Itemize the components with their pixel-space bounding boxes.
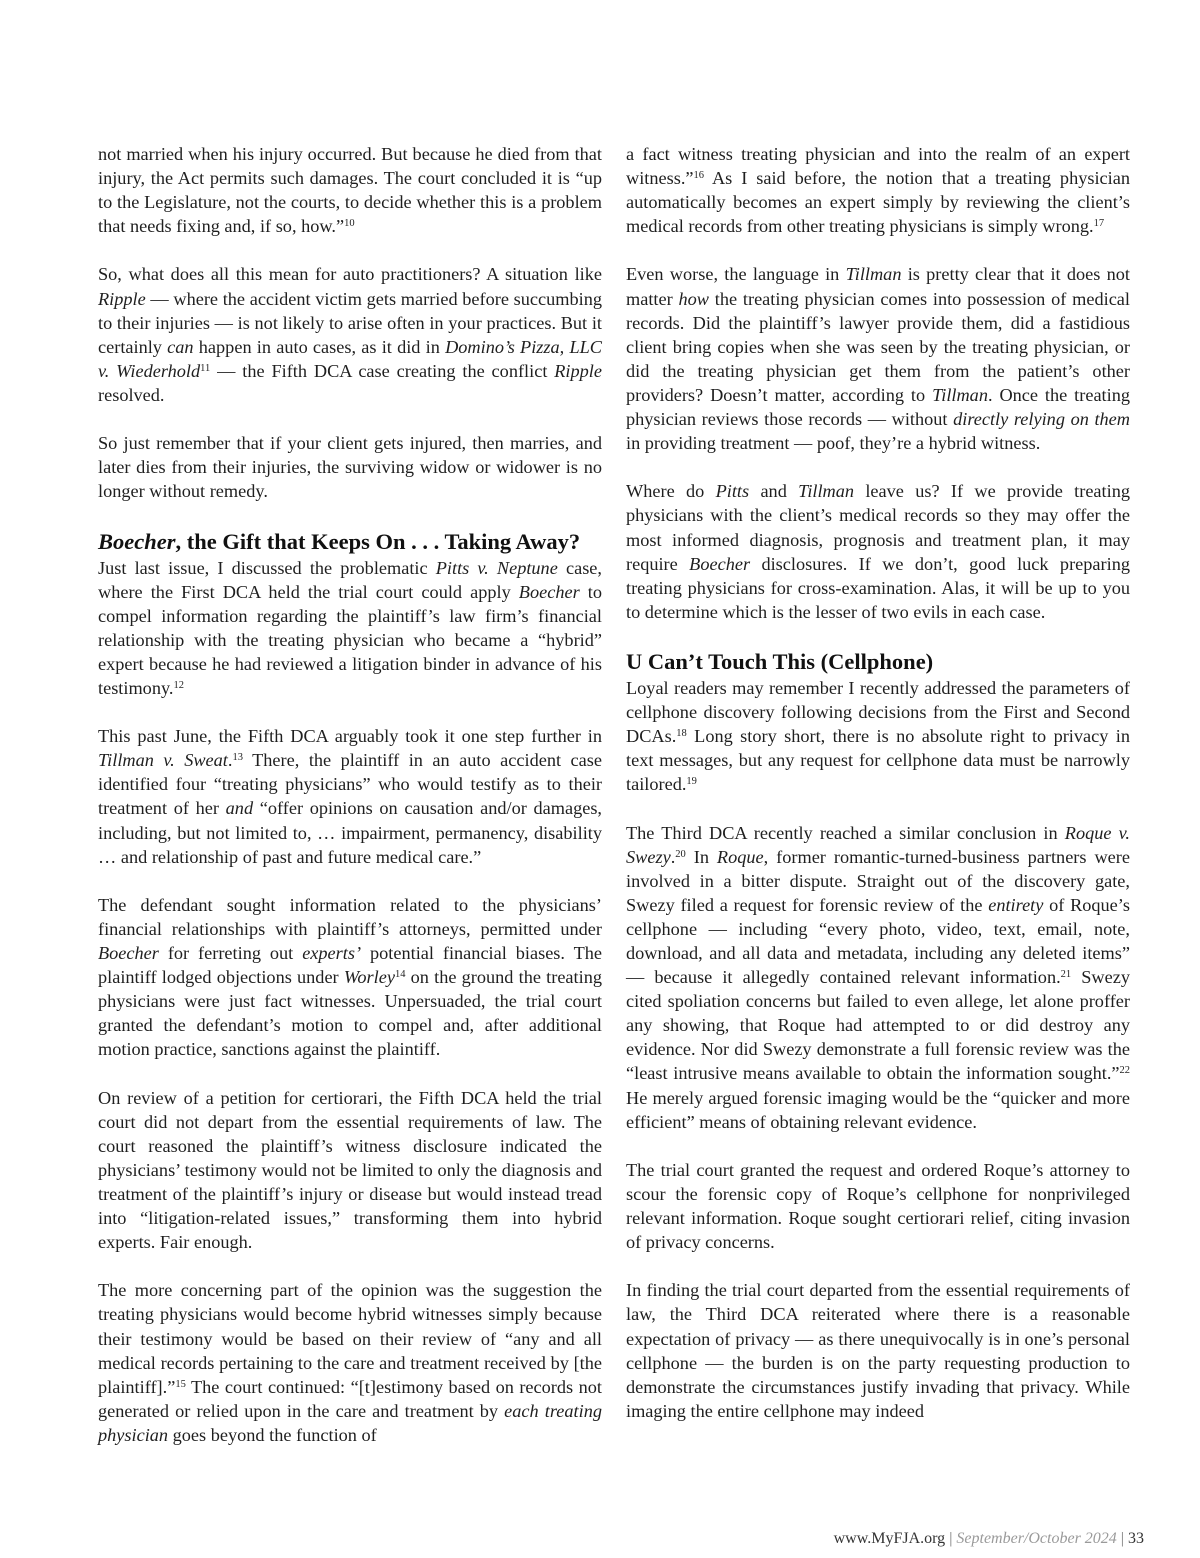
right-paragraph-3: Where do Pitts and Tillman leave us? If we provide treating physicians with the client’s medical records so they may offer the most informed diagnosis, prognosis and treatment plan, it may require Boecher disclosures. If we don’t, good luck preparing treating physicians for cross-examination. Alas, it will be up to you to determine which is the lesser of two evils in each case. — [626, 481, 1130, 622]
left-paragraph-8: The more concerning part of the opinion was the suggestion the treating physicians would become hybrid witnesses simply because their testimony would be based on their review of “any and all medical records pertaining to the care and treatment received by [the plaintiff].”$^{15}$ The court continued: “[t]estimony based on records not generated or relied upon in the care and treatment by each treating physician goes beyond the function of — [98, 1280, 602, 1445]
footer-site-link[interactable]: www.MyFJA.org — [833, 1530, 946, 1547]
left-column — [98, 142, 602, 1447]
right-paragraph-7: In finding the trial court departed from the essential requirements of law, the Third DCA reiterated where there is a reasonable expectation of privacy — as there unequivocally is in one’s personal cellphone — the burden is on the party requesting production to demonstrate the circumstances justify invading that privacy. While imaging the entire cellphone may indeed — [626, 1280, 1130, 1421]
left-paragraph-2: So, what does all this mean for auto practitioners? A situation like Ripple — where the accident victim gets married before succumbing to their injuries — is not likely to arise often in your practices. But it certainly can happen in auto cases, as it did in Domino’s Pizza, LLC v. Wiederhold$^{11}$ — the Fifth DCA case creating the conflict Ripple resolved. — [98, 264, 602, 405]
right-paragraph-1: a fact witness treating physician and into the realm of an expert witness.”$^{16}$ As I said before, the notion that a treating physician automatically becomes an expert simply by reviewing the client’s medical records from other treating physicians is simply wrong.$^{17}$ — [626, 144, 1130, 237]
footer-separator: | — [1120, 1530, 1124, 1547]
right-paragraph-6: The trial court granted the request and ordered Roque’s attorney to scour the forensic copy of Roque’s cellphone for nonprivileged relevant information. Roque sought certiorari relief, citing invasion of privacy concerns. — [626, 1159, 1130, 1253]
left-paragraph-4: Just last issue, I discussed the problematic Pitts v. Neptune case, where the First DCA held the trial court could apply Boecher to compel information regarding the plaintiff’s law firm’s financial relationship with the treating physician who became a “hybrid” expert because he had reviewed a litigation binder in advance of his testimony.$^{12}$ — [98, 557, 602, 698]
page-number: 33 — [1128, 1530, 1144, 1547]
section-heading-boecher: Boecher, the Gift that Keeps On . . . Taking Away? — [98, 528, 581, 554]
left-paragraph-1: not married when his injury occurred. But because he died from that injury, the Act permits such damages. The court concluded it is “up to the Legislature, not the courts, to decide whether this is a problem that needs fixing and, if so, how.”$^{10}$ — [98, 144, 602, 237]
right-paragraph-4: Loyal readers may remember I recently addressed the parameters of cellphone discovery following decisions from the First and Second DCAs.$^{18}$ Long story short, there is no absolute right to privacy in text messages, but any request for cellphone data must be narrowly tailored.$^{19}$ — [626, 677, 1130, 795]
left-paragraph-3: So just remember that if your client gets injured, then marries, and later dies from their injuries, the surviving widow or widower is no longer without remedy. — [98, 433, 602, 502]
left-paragraph-6: The defendant sought information related to the physicians’ financial relationships with plaintiff’s attorneys, permitted under Boecher for ferreting out experts’ potential financial biases. The plaintiff lodged objections under Worley$^{14}$ on the ground the treating physicians were just fact witnesses. Unpersuaded, the trial court granted the defendant’s motion to compel and, after additional motion practice, sanctions against the plaintiff. — [98, 894, 602, 1060]
left-paragraph-5: This past June, the Fifth DCA arguably took it one step further in Tillman v. Sweat.$^{13}$ There, the plaintiff in an auto accident case identified four “treating physicians” who would testify as to their treatment of her and “offer opinions on causation and/or damages, including, but not limited to, … impairment, permanency, disability … and relationship of past and future medical care.” — [98, 726, 603, 867]
footer-issue-date: September/October 2024 — [956, 1530, 1117, 1547]
right-paragraph-5: The Third DCA recently reached a similar conclusion in Roque v. Swezy.$^{20}$ In Roque, former romantic-turned-business partners were involved in a bitter dispute. Straight out of the discovery gate, Swezy filed a request for forensic review of the entirety of Roque’s cellphone — including “every photo, video, text, email, note, download, and all data and metadata, including any deleted items” — because it allegedly contained relevant information.$^{21}$ Swezy cited spoliation concerns but failed to even allege, let alone proffer any showing, that Roque had attempted to or did destroy any evidence. Nor did Swezy demonstrate a full forensic review was the “least intrusive means available to obtain the information sought.”$^{22}$ He merely argued forensic imaging would be the “quicker and more efficient” means of obtaining relevant evidence. — [626, 822, 1131, 1132]
footer-separator: | — [949, 1530, 953, 1547]
page-footer — [834, 1530, 1144, 1548]
section-heading-cellphone: U Can’t Touch This (Cellphone) — [626, 648, 934, 674]
right-column — [626, 142, 1130, 1423]
left-paragraph-7: On review of a petition for certiorari, the Fifth DCA held the trial court did not depart from the essential requirements of law. The court reasoned the plaintiff’s witness disclosure indicated the physicians’ testimony would not be limited to only the diagnosis and treatment of the plaintiff’s injury or disease but would instead tread into “litigation-related issues,” transforming them into hybrid experts. Fair enough. — [98, 1087, 602, 1253]
right-paragraph-2: Even worse, the language in Tillman is pretty clear that it does not matter how the treating physician comes into possession of medical records. Did the plaintiff’s lawyer provide them, did a fastidious client bring copies when she was seen by the treating physician, or did the treating physician get them from the patient’s other providers? Doesn’t matter, according to Tillman. Once the treating physician reviews those records — without directly relying on them in providing treatment — poof, they’re a hybrid witness. — [626, 264, 1131, 454]
